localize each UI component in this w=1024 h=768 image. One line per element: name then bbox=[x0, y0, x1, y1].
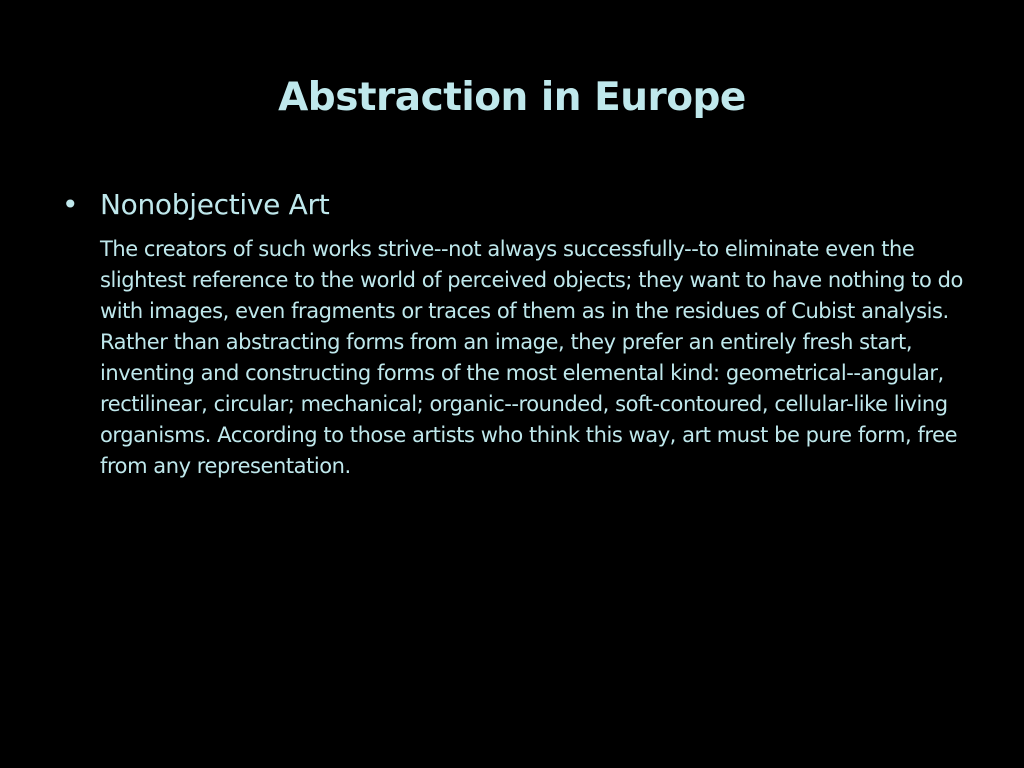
bullet-item bbox=[62, 186, 962, 224]
slide-content bbox=[62, 186, 962, 482]
bullet-heading: Nonobjective Art bbox=[100, 188, 330, 221]
slide-title: Abstraction in Europe bbox=[278, 75, 746, 120]
bullet-icon: • bbox=[62, 188, 79, 221]
bullet-body-text: The creators of such works strive--not always successfully--to eliminate even the slightest reference to the world of perceived objects; they want to have nothing to do with images, even fragments or traces of them as in the residues of Cubist analysis. Rather than abstracting forms from an image, they prefer an entirely fresh start, inventing and constructing forms of the most elemental kind: geometrical--angular, rectilinear, circular; mechanical; organic--rounded, soft-contoured, cellular-like living organisms. According to those artists who think this way, art must be pure form, free from any representation. bbox=[100, 237, 963, 478]
